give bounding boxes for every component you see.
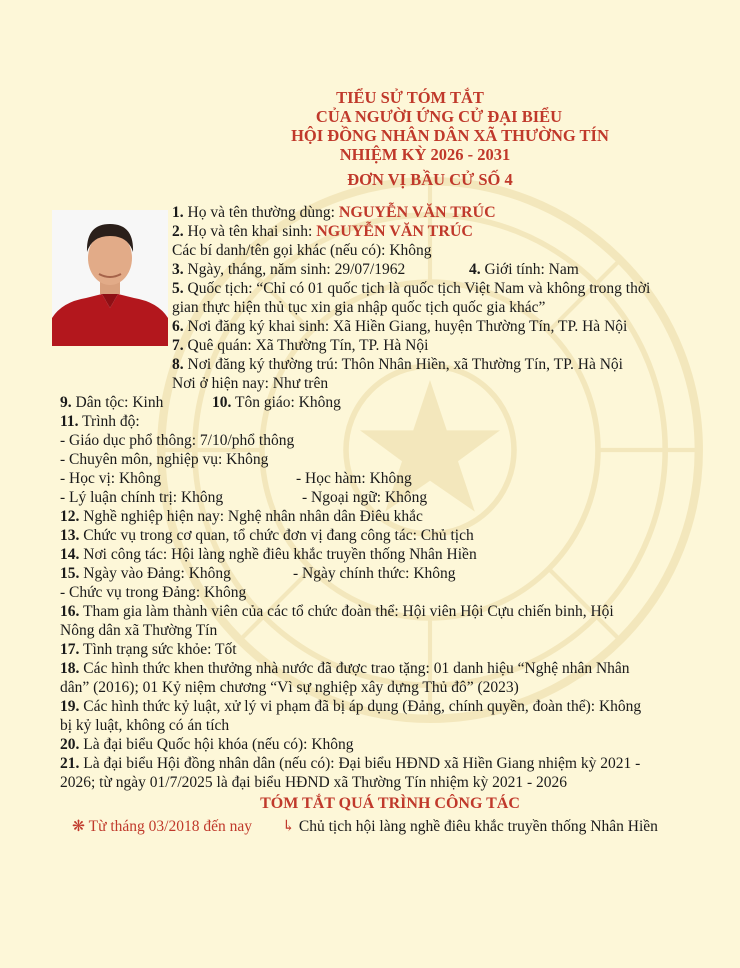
item-6-birth-registration xyxy=(172,317,627,336)
arrow-icon: ↳ xyxy=(282,818,295,835)
current-residence: Nơi ở hiện nay: Như trên xyxy=(172,375,329,392)
candidate-birth-name: NGUYỄN VĂN TRÚC xyxy=(316,223,473,240)
item-number: 21. xyxy=(60,755,80,772)
item-text: Các hình thức khen thưởng nhà nước đã được trao tặng: 01 danh hiệu “Nghệ nhân Nhân xyxy=(79,660,630,677)
item-21-council-member xyxy=(60,754,640,773)
heading-line-2: CỦA NGƯỜI ỨNG CỬ ĐẠI BIỂU xyxy=(315,107,563,126)
career-role: Chủ tịch hội làng nghề điêu khắc truyền thống Nhân Hiền xyxy=(298,818,658,835)
item-number: 8. xyxy=(172,356,184,373)
item-text: Là đại biểu Hội đồng nhân dân (nếu có): Đại biểu HĐND xã Hiền Giang nhiệm kỳ 2021 - xyxy=(79,755,641,772)
item-text: Nơi công tác: Hội làng nghề điêu khắc truyền thống Nhân Hiền xyxy=(79,546,477,563)
item-number: 9. xyxy=(60,394,72,411)
item-13-position xyxy=(60,526,474,545)
career-role-line xyxy=(282,817,658,836)
item-text: Giới tính: Nam xyxy=(480,261,579,278)
item-text: Tôn giáo: Không xyxy=(231,394,341,411)
item-number: 15. xyxy=(60,565,80,582)
item-number: 3. xyxy=(172,261,184,278)
item-text: Quốc tịch: “Chỉ có 01 quốc tịch là quốc tịch Việt Nam và không trong thời xyxy=(183,280,651,297)
party-position: - Chức vụ trong Đảng: Không xyxy=(60,584,247,601)
item-text: Tham gia làm thành viên của các tổ chức đoàn thể: Hội viên Hội Cựu chiến binh, Hội xyxy=(79,603,614,620)
item-20-national-assembly xyxy=(60,735,354,754)
item-text: Tình trạng sức khỏe: Tốt xyxy=(79,641,237,658)
heading-line-4: NHIỆM KỲ 2026 - 2031 xyxy=(339,145,511,164)
item-17-health xyxy=(60,640,237,659)
asterisk-bullet-icon: ❋ xyxy=(72,818,85,835)
edu-political-theory: - Lý luận chính trị: Không xyxy=(60,489,224,506)
item-number: 4. xyxy=(469,261,481,278)
edu-academic-title: - Học hàm: Không xyxy=(296,470,412,487)
item-19-continued: bị kỷ luật, không có án tích xyxy=(60,717,230,734)
item-label: Họ và tên thường dùng: xyxy=(183,204,339,221)
document-heading xyxy=(0,88,740,189)
edu-specialty: - Chuyên môn, nghiệp vụ: Không xyxy=(60,451,269,468)
item-7-hometown xyxy=(172,336,428,355)
item-text: Các hình thức kỷ luật, xử lý vi phạm đã bị áp dụng (Đảng, chính quyền, đoàn thể): Không xyxy=(79,698,642,715)
heading-line-1: TIỂU SỬ TÓM TẮT xyxy=(336,88,484,107)
item-number: 16. xyxy=(60,603,80,620)
item-number: 7. xyxy=(172,337,184,354)
item-text: Ngày, tháng, năm sinh: 29/07/1962 xyxy=(183,261,406,278)
item-number: 1. xyxy=(172,204,184,221)
item-number: 2. xyxy=(172,223,184,240)
item-text: Quê quán: Xã Thường Tín, TP. Hà Nội xyxy=(183,337,429,354)
item-3-birth-date xyxy=(172,260,405,279)
item-number: 11. xyxy=(60,413,79,430)
item-text: Trình độ: xyxy=(78,413,140,430)
item-9-ethnicity xyxy=(60,393,163,412)
item-5-continued: gian thực hiện thủ tục xin gia nhập quốc tịch quốc gia khác” xyxy=(172,299,546,316)
career-summary-title: TÓM TẮT QUÁ TRÌNH CÔNG TÁC xyxy=(260,795,520,812)
item-number: 18. xyxy=(60,660,80,677)
candidate-name: NGUYỄN VĂN TRÚC xyxy=(338,204,496,221)
item-number: 13. xyxy=(60,527,80,544)
item-text: Nơi đăng ký thường trú: Thôn Nhân Hiền, xã Thường Tín, TP. Hà Nội xyxy=(183,356,623,373)
candidate-photo xyxy=(52,210,168,346)
item-2-birth-name xyxy=(172,222,473,241)
item-15-party-join-date xyxy=(60,564,231,583)
item-number: 10. xyxy=(212,394,232,411)
item-10-religion xyxy=(212,393,341,412)
item-number: 19. xyxy=(60,698,80,715)
item-text: Chức vụ trong cơ quan, tổ chức đơn vị đang công tác: Chủ tịch xyxy=(79,527,474,544)
item-1-common-name xyxy=(172,203,496,222)
item-number: 5. xyxy=(172,280,184,297)
item-number: 20. xyxy=(60,736,80,753)
edu-general: - Giáo dục phổ thông: 7/10/phổ thông xyxy=(60,432,295,449)
heading-line-3: HỘI ĐỒNG NHÂN DÂN XÃ THƯỜNG TÍN xyxy=(291,126,609,145)
item-16-continued: Nông dân xã Thường Tín xyxy=(60,622,218,639)
alias-line: Các bí danh/tên gọi khác (nếu có): Không xyxy=(172,242,432,259)
item-16-organizations xyxy=(60,602,614,621)
item-4-gender xyxy=(469,260,579,279)
item-11-education xyxy=(60,412,140,431)
item-18-awards xyxy=(60,659,630,678)
item-14-workplace xyxy=(60,545,477,564)
item-18-continued: dân” (2016); 01 Kỷ niệm chương “Vì sự nghiệp xây dựng Thủ đô” (2023) xyxy=(60,679,519,696)
career-entry xyxy=(72,817,252,836)
item-5-nationality xyxy=(172,279,650,298)
item-text: Ngày vào Đảng: Không xyxy=(79,565,231,582)
career-period: Từ tháng 03/2018 đến nay xyxy=(88,818,252,835)
edu-foreign-language: - Ngoại ngữ: Không xyxy=(302,489,428,506)
item-number: 17. xyxy=(60,641,80,658)
item-number: 14. xyxy=(60,546,80,563)
item-21-continued: 2026; từ ngày 01/7/2025 là đại biểu HĐND xã Thường Tín nhiệm kỳ 2021 - 2026 xyxy=(60,774,568,791)
edu-degree: - Học vị: Không xyxy=(60,470,162,487)
item-text: Nơi đăng ký khai sinh: Xã Hiền Giang, huyện Thường Tín, TP. Hà Nội xyxy=(183,318,628,335)
item-text: Nghề nghiệp hiện nay: Nghệ nhân nhân dân Điêu khắc xyxy=(79,508,423,525)
item-8-permanent-residence xyxy=(172,355,623,374)
item-number: 12. xyxy=(60,508,80,525)
electoral-unit: ĐƠN VỊ BẦU CỬ SỐ 4 xyxy=(347,170,513,189)
party-official-date: - Ngày chính thức: Không xyxy=(293,565,456,582)
item-text: Dân tộc: Kinh xyxy=(71,394,164,411)
item-number: 6. xyxy=(172,318,184,335)
item-label: Họ và tên khai sinh: xyxy=(183,223,317,240)
item-12-occupation xyxy=(60,507,423,526)
item-text: Là đại biểu Quốc hội khóa (nếu có): Không xyxy=(79,736,354,753)
item-19-discipline xyxy=(60,697,641,716)
